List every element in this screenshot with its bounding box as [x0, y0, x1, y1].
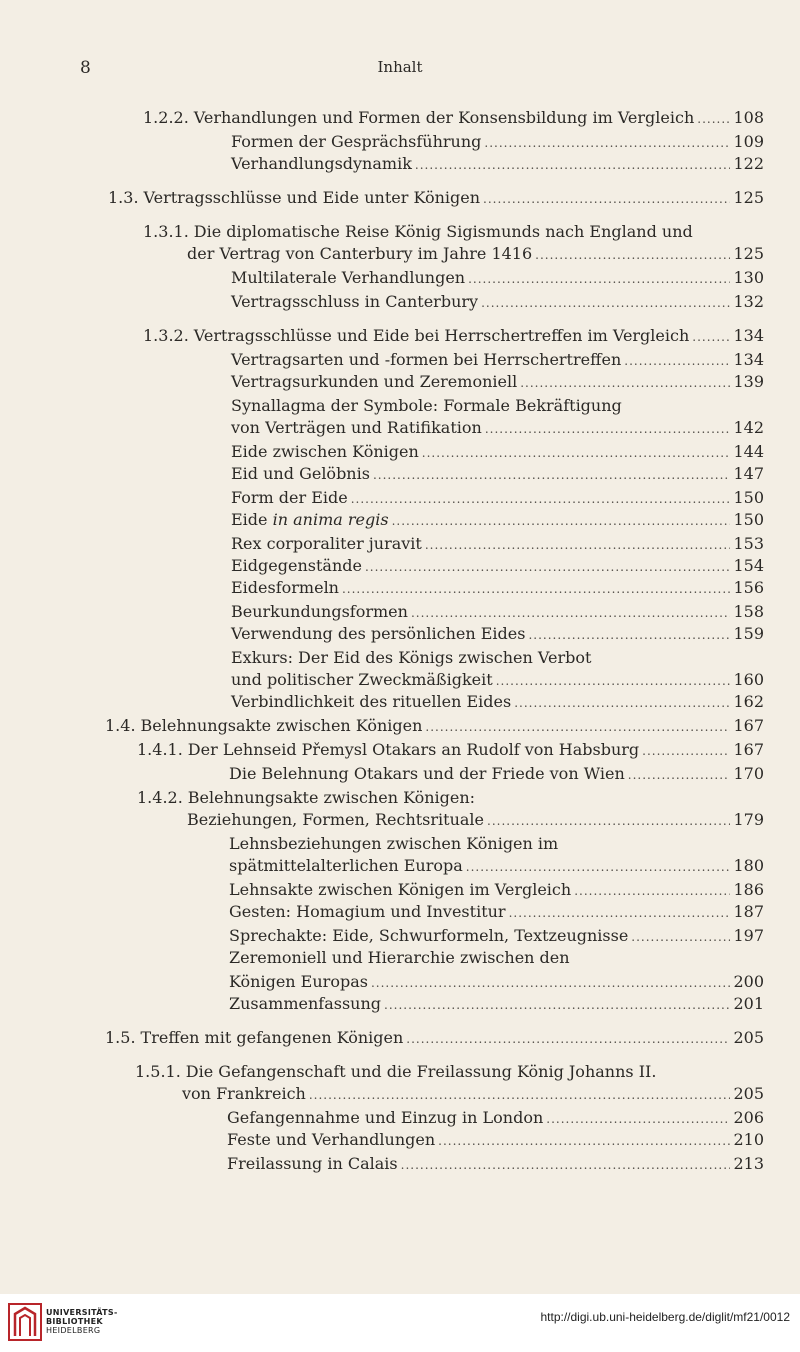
toc-entry-title: Verwendung des persönlichen Eides: [231, 624, 526, 643]
library-logo-icon: [8, 1302, 42, 1342]
toc-section-number: 1.4.2.: [137, 788, 183, 807]
toc-entry-title: Multilaterale Verhandlungen: [231, 268, 466, 287]
library-name: UNIVERSITÄTS- BIBLIOTHEK HEIDELBERG: [46, 1308, 118, 1335]
toc-page-number: 142: [733, 418, 764, 437]
dot-leader: [485, 417, 731, 441]
toc-entry-title: Beurkundungsformen: [231, 602, 408, 621]
toc-page-number: 150: [733, 510, 764, 529]
toc-page-number: 139: [733, 372, 764, 391]
dot-leader: [481, 291, 730, 315]
page-number: 8: [80, 58, 91, 78]
toc-page-number: 153: [733, 534, 764, 553]
toc-entry-title: Sprechakte: Eide, Schwurformeln, Textzeugnisse: [229, 926, 629, 945]
toc-entry-title: Königen Europas: [229, 972, 368, 991]
toc-page-number: 130: [733, 268, 764, 287]
toc-entry: [231, 416, 764, 440]
dot-leader: [692, 325, 730, 349]
toc-entry: [227, 1152, 764, 1176]
toc-page-number: 134: [733, 326, 764, 345]
toc-page-number: 179: [733, 810, 764, 829]
toc-entry: [231, 554, 764, 578]
toc-page-number: 150: [733, 488, 764, 507]
toc-entry: [229, 878, 764, 902]
toc-page-number: 147: [733, 464, 764, 483]
dot-leader: [520, 371, 730, 395]
toc-entry: [143, 106, 764, 130]
toc-page-number: 132: [733, 292, 764, 311]
toc-entry: [231, 576, 764, 600]
toc-page-number: 186: [733, 880, 764, 899]
toc-page-number: 180: [733, 856, 764, 875]
toc-entry: [229, 832, 764, 856]
toc-section-number: 1.4.1.: [137, 740, 183, 759]
toc-entry: [229, 970, 764, 994]
dot-leader: [401, 1153, 731, 1177]
toc-entry-title: Treffen mit gefangenen Königen: [140, 1028, 404, 1047]
toc-page-number: 156: [733, 578, 764, 597]
toc-entry: [105, 1026, 764, 1050]
toc-page-number: 158: [733, 602, 764, 621]
dot-leader: [528, 623, 730, 647]
dot-leader: [415, 153, 731, 177]
toc-entry: [143, 324, 764, 348]
toc-entry-title: Lehnsakte zwischen Königen im Vergleich: [229, 880, 572, 899]
dot-leader: [535, 243, 730, 267]
dot-leader: [514, 691, 730, 715]
toc-entry: [227, 1128, 764, 1152]
dot-leader: [373, 463, 731, 487]
toc-entry: [231, 290, 764, 314]
toc-page-number: 159: [733, 624, 764, 643]
toc-section-number: 1.3.2.: [143, 326, 189, 345]
toc-entry-title: Eidesformeln: [231, 578, 339, 597]
toc-entry-title: Formen der Gesprächsführung: [231, 132, 482, 151]
toc-entry: [227, 1106, 764, 1130]
toc-page-number: 108: [733, 108, 764, 127]
toc-entry: [231, 394, 764, 418]
dot-leader: [438, 1129, 730, 1153]
toc-entry-title: Gefangennahme und Einzug in London: [227, 1108, 544, 1127]
toc-entry-title: Synallagma der Symbole: Formale Bekräftigung: [231, 396, 622, 415]
toc-entry-title: Der Lehnseid Přemysl Otakars an Rudolf von Habsburg: [187, 740, 640, 759]
toc-page-number: 170: [733, 764, 764, 783]
toc-section-number: 1.2.2.: [143, 108, 189, 127]
toc-entry-title: Die Belehnung Otakars und der Friede von Wien: [229, 764, 625, 783]
toc-page-number: 134: [733, 350, 764, 369]
footer-bar: [0, 1294, 800, 1352]
toc-entry-title: Lehnsbeziehungen zwischen Königen im: [229, 834, 559, 853]
dot-leader: [406, 1027, 730, 1051]
toc-entry-title: Vertragsurkunden und Zeremoniell: [231, 372, 518, 391]
toc-entry-title: Zusammenfassung: [229, 994, 382, 1013]
toc-page-number: 160: [733, 670, 764, 689]
dot-leader: [509, 901, 731, 925]
toc-entry: [231, 532, 764, 556]
toc-page-number: 205: [733, 1028, 764, 1047]
toc-section-number: 1.3.: [108, 188, 139, 207]
toc-page-number: 200: [733, 972, 764, 991]
toc-entry: [105, 714, 764, 738]
toc-entry-title: der Vertrag von Canterbury im Jahre 1416: [187, 244, 533, 263]
toc-entry: [231, 600, 764, 624]
toc-entry-title: Freilassung in Calais: [227, 1154, 398, 1173]
toc-entry: [231, 690, 764, 714]
toc-page-number: 213: [733, 1154, 764, 1173]
running-head: Inhalt: [377, 58, 423, 76]
toc-entry-title: Zeremoniell und Hierarchie zwischen den: [229, 948, 570, 967]
toc-entry-title: Eid und Gelöbnis: [231, 464, 370, 483]
toc-page-number: 206: [733, 1108, 764, 1127]
toc-entry: [229, 900, 764, 924]
toc-entry-title: Eide zwischen Königen: [231, 442, 419, 461]
toc-page-number: 154: [733, 556, 764, 575]
toc-entry: [231, 508, 764, 532]
toc-entry: [137, 786, 764, 810]
toc-entry-title: spätmittelalterlichen Europa: [229, 856, 463, 875]
dot-leader: [483, 187, 730, 211]
toc-entry-title: Verbindlichkeit des rituellen Eides: [231, 692, 512, 711]
toc-entry-title: Belehnungsakte zwischen Königen: [140, 716, 423, 735]
toc-page-number: 187: [733, 902, 764, 921]
toc-entry: [231, 266, 764, 290]
dot-leader: [642, 739, 730, 763]
toc-section-number: 1.4.: [105, 716, 136, 735]
toc-entry: [231, 646, 764, 670]
toc-entry: [108, 186, 764, 210]
toc-page-number: 197: [733, 926, 764, 945]
toc-entry-title: Feste und Verhandlungen: [227, 1130, 436, 1149]
toc-section-number: 1.5.: [105, 1028, 136, 1047]
dot-leader: [425, 715, 730, 739]
dot-leader: [384, 993, 730, 1017]
toc-page-number: 205: [733, 1084, 764, 1103]
toc-entry-title: Die Gefangenschaft und die Freilassung König Johanns II.: [185, 1062, 657, 1081]
toc-page-number: 122: [733, 154, 764, 173]
page-header: [0, 58, 800, 82]
toc-entry-title: Rex corporaliter juravit: [231, 534, 422, 553]
toc-entry-title-italic: in anima regis: [272, 510, 389, 529]
dot-leader: [628, 763, 731, 787]
toc-page-number: 167: [733, 716, 764, 735]
toc-entry: [229, 992, 764, 1016]
toc-entry: [231, 486, 764, 510]
toc-page-number: 144: [733, 442, 764, 461]
dot-leader: [309, 1083, 731, 1107]
toc-entry: [137, 738, 764, 762]
toc-entry-title: Vertragsschluss in Canterbury: [231, 292, 479, 311]
toc-entry: [187, 808, 764, 832]
toc-entry: [229, 854, 764, 878]
toc-entry-title: Vertragsschlüsse und Eide unter Königen: [143, 188, 481, 207]
toc-entry: [187, 242, 764, 266]
toc-entry-title: Die diplomatische Reise König Sigismunds nach England und: [193, 222, 693, 241]
toc-entry-title: Vertragsarten und -formen bei Herrschertreffen: [231, 350, 622, 369]
toc-entry-title: Eide in anima regis: [231, 510, 389, 529]
dot-leader: [466, 855, 731, 879]
toc-section-number: 1.3.1.: [143, 222, 189, 241]
toc-entry: [135, 1060, 764, 1084]
toc-entry: [231, 622, 764, 646]
toc-entry: [229, 924, 764, 948]
toc-entry: [229, 946, 764, 970]
toc-entry-title: und politischer Zweckmäßigkeit: [231, 670, 493, 689]
toc-entry-title: von Verträgen und Ratifikation: [231, 418, 482, 437]
toc-section-number: 1.5.1.: [135, 1062, 181, 1081]
dot-leader: [697, 107, 730, 131]
toc-entry-title: Verhandlungen und Formen der Konsensbildung im Vergleich: [193, 108, 695, 127]
toc-page-number: 125: [733, 188, 764, 207]
toc-entry-title: Beziehungen, Formen, Rechtsrituale: [187, 810, 485, 829]
toc-entry-title: Exkurs: Der Eid des Königs zwischen Verbot: [231, 648, 592, 667]
toc-entry-title: Eidgegenstände: [231, 556, 362, 575]
dot-leader: [392, 509, 731, 533]
toc-entry: [231, 348, 764, 372]
toc-entry: [231, 462, 764, 486]
toc-entry-title: Form der Eide: [231, 488, 348, 507]
toc-entry-title: Verhandlungsdynamik: [231, 154, 412, 173]
toc-entry: [143, 220, 764, 244]
dot-leader: [487, 809, 730, 833]
toc-page-number: 109: [733, 132, 764, 151]
toc-page-number: 210: [733, 1130, 764, 1149]
toc-entry-title: Vertragsschlüsse und Eide bei Herrschertreffen im Vergleich: [193, 326, 690, 345]
toc-page-number: 162: [733, 692, 764, 711]
dot-leader: [342, 577, 730, 601]
toc-entry-title: von Frankreich: [182, 1084, 306, 1103]
toc-entry: [182, 1082, 764, 1106]
toc-page-number: 125: [733, 244, 764, 263]
toc-entry: [229, 762, 764, 786]
toc-page-number: 167: [733, 740, 764, 759]
toc-entry-title: Belehnungsakte zwischen Königen:: [187, 788, 476, 807]
toc-entry: [231, 130, 764, 154]
toc-entry: [231, 440, 764, 464]
toc-entry: [231, 152, 764, 176]
toc-page-number: 201: [733, 994, 764, 1013]
dot-leader: [468, 267, 730, 291]
source-url-link[interactable]: http://digi.ub.uni-heidelberg.de/diglit/mf21/0012: [540, 1310, 790, 1324]
toc-entry: [231, 668, 764, 692]
toc-entry: [231, 370, 764, 394]
toc-entry-title: Gesten: Homagium und Investitur: [229, 902, 506, 921]
